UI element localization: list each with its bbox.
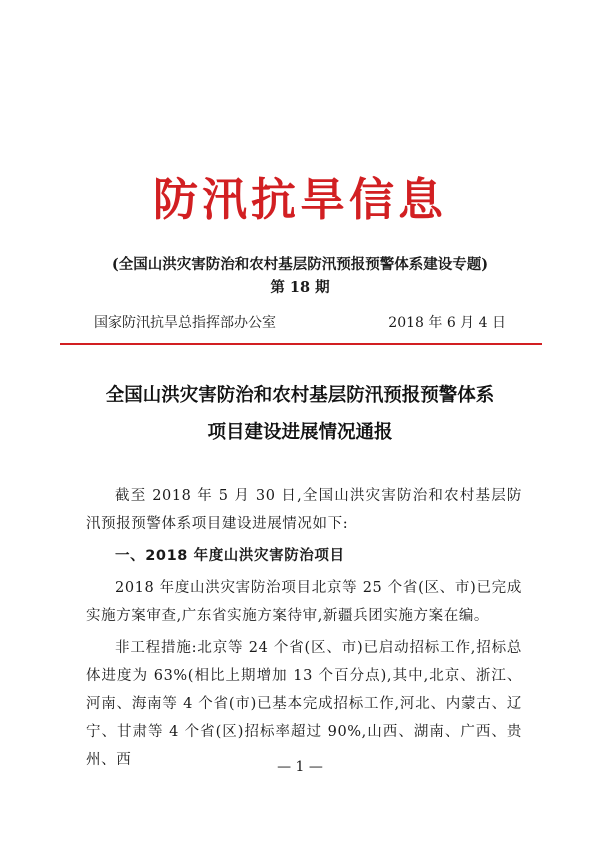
masthead-title: 防汛抗旱信息: [152, 173, 447, 226]
issue-number: 第 18 期: [270, 279, 330, 296]
report-body: [86, 482, 522, 778]
page-number: — 1 —: [277, 759, 323, 775]
paragraph: 2018 年度山洪灾害防治项目北京等 25 个省(区、市)已完成实施方案审查,广东省实施方案待审,新疆兵团实施方案在编。: [86, 580, 522, 624]
report-title-line-1: 全国山洪灾害防治和农村基层防汛预报预警体系: [105, 385, 495, 406]
section-heading: 一、2018 年度山洪灾害防治项目: [115, 548, 345, 564]
publication-info: [94, 313, 506, 333]
paragraph: 非工程措施:北京等 24 个省(区、市)已启动招标工作,招标总体进度为 63%(相比上期增加 13 个百分点),其中,北京、浙江、河南、海南等 4 个省(市)已基本完成招标工作,河北、内蒙古、辽宁、甘肃等 4 个省(区)招标率超过 90%,山西、湖南、广西、贵州、西: [86, 640, 522, 768]
publication-date: 2018 年 6 月 4 日: [388, 315, 506, 331]
red-divider: [60, 343, 542, 345]
bulletin-subtitle: (全国山洪灾害防治和农村基层防汛预报预警体系建设专题): [111, 256, 489, 273]
report-title-line-2: 项目建设进展情况通报: [207, 422, 393, 443]
intro-paragraph: 截至 2018 年 5 月 30 日,全国山洪灾害防治和农村基层防汛预报预警体系项目建设进展情况如下:: [86, 488, 522, 532]
publisher: 国家防汛抗旱总指挥部办公室: [94, 315, 276, 331]
